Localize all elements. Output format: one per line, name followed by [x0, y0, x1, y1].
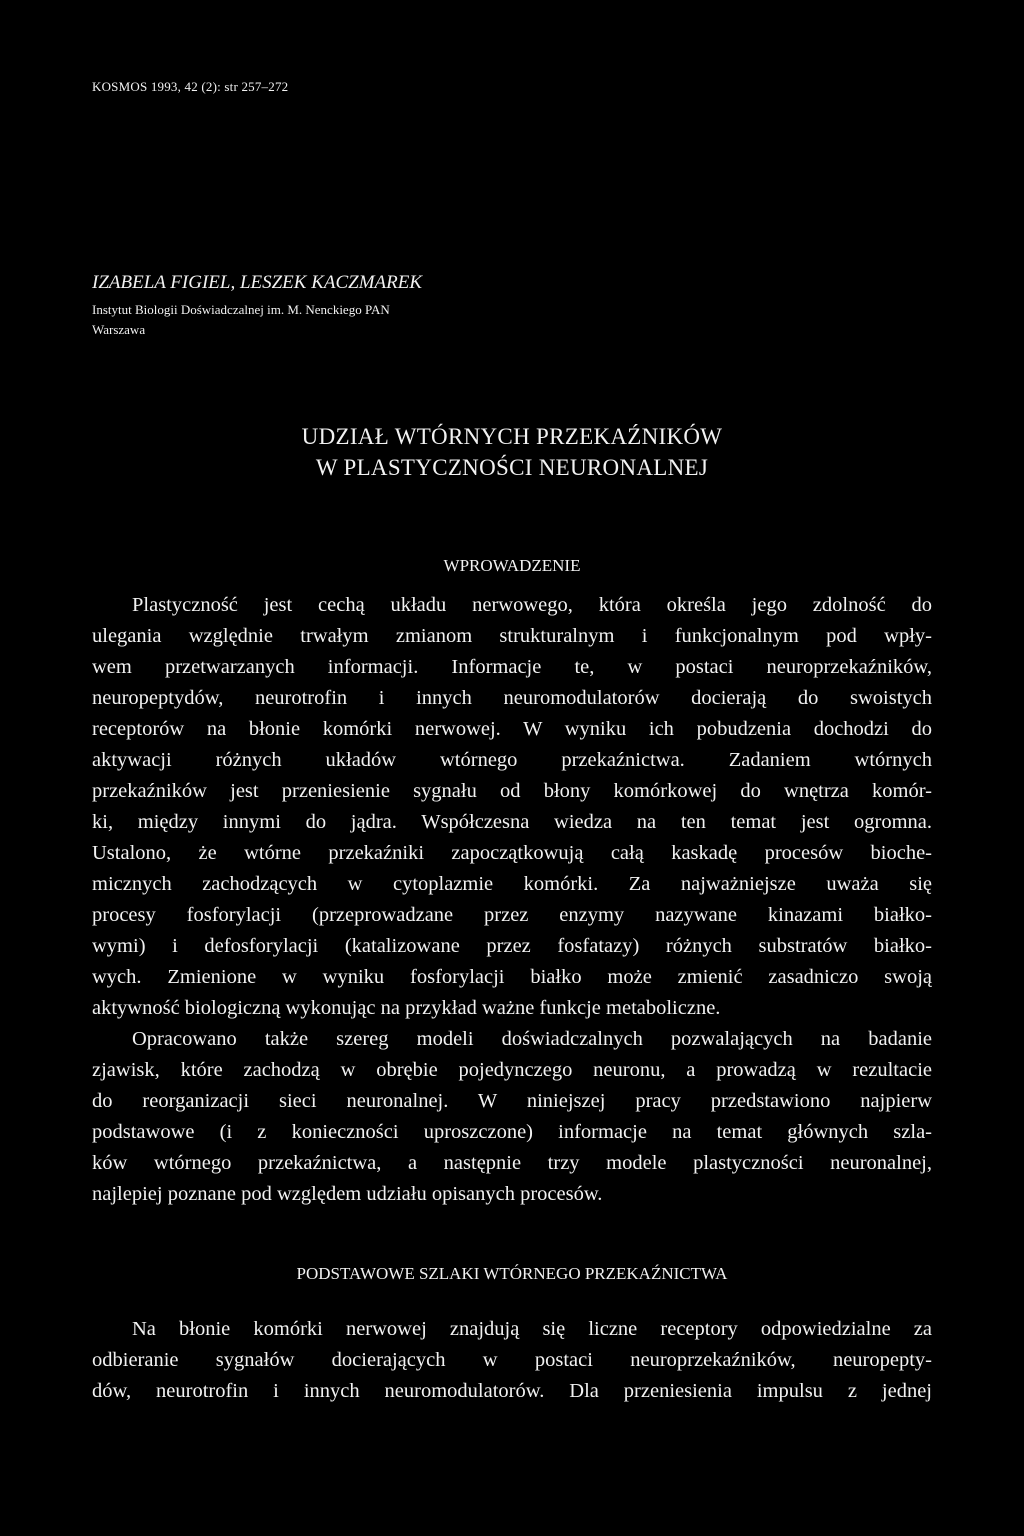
affiliation-institute: Instytut Biologii Doświadczalnej im. M. Nenckiego PAN	[92, 302, 390, 317]
text-line: przekaźników jest przeniesienie sygnału od błony komórkowej do wnętrza komór-	[92, 780, 932, 802]
section-heading-introduction: WPROWADZENIE	[443, 556, 581, 575]
text-line: wem przetwarzanych informacji. Informacje te, w postaci neuroprzekaźników,	[92, 656, 932, 678]
journal-reference: KOSMOS 1993, 42 (2): str 257–272	[92, 79, 289, 94]
text-line: neuropeptydów, neurotrofin i innych neuromodulatorów docierają do swoistych	[92, 687, 932, 709]
text-line: aktywność biologiczną wykonując na przykład ważne funkcje metaboliczne.	[92, 997, 721, 1019]
text-line: procesy fosforylacji (przeprowadzane przez enzymy nazywane kinazami białko-	[92, 904, 932, 926]
text-line: odbieranie sygnałów docierających w postaci neuroprzekaźników, neuropepty-	[92, 1349, 932, 1371]
text-line: receptorów na błonie komórki nerwowej. W wyniku ich pobudzenia dochodzi do	[92, 718, 932, 740]
text-line: Na błonie komórki nerwowej znajdują się liczne receptory odpowiedzialne za	[132, 1318, 932, 1340]
text-line: wych. Zmienione w wyniku fosforylacji białko może zmienić zasadniczo swoją	[92, 966, 932, 988]
text-line: aktywacji różnych układów wtórnego przekaźnictwa. Zadaniem wtórnych	[92, 749, 932, 771]
text-line: Plastyczność jest cechą układu nerwowego, która określa jego zdolność do	[132, 594, 932, 616]
text-line: micznych zachodzących w cytoplazmie komórki. Za najważniejsze uważa się	[92, 873, 932, 895]
text-line: do reorganizacji sieci neuronalnej. W niniejszej pracy przedstawiono najpierw	[92, 1090, 932, 1112]
section-heading-basic-pathways: PODSTAWOWE SZLAKI WTÓRNEGO PRZEKAŹNICTWA	[296, 1264, 728, 1283]
text-line: dów, neurotrofin i innych neuromodulatorów. Dla przeniesienia impulsu z jednej	[92, 1380, 932, 1402]
text-line: ków wtórnego przekaźnictwa, a następnie trzy modele plastyczności neuronalnej,	[92, 1152, 932, 1174]
text-line: podstawowe (i z konieczności uproszczone) informacje na temat głównych szla-	[92, 1121, 932, 1143]
text-line: Ustalono, że wtórne przekaźniki zapoczątkowują całą kaskadę procesów bioche-	[92, 842, 932, 864]
text-line: zjawisk, które zachodzą w obrębie pojedynczego neuronu, a prowadzą w rezultacie	[92, 1059, 932, 1081]
article-title-line-2: W PLASTYCZNOŚCI NEURONALNEJ	[315, 455, 709, 480]
article-title-line-1: UDZIAŁ WTÓRNYCH PRZEKAŹNIKÓW	[301, 424, 723, 449]
text-line: najlepiej poznane pod względem udziału opisanych procesów.	[92, 1183, 603, 1205]
affiliation-city: Warszawa	[92, 322, 146, 337]
authors: IZABELA FIGIEL, LESZEK KACZMAREK	[92, 272, 423, 293]
text-line: Opracowano także szereg modeli doświadczalnych pozwalających na badanie	[132, 1028, 932, 1050]
text-line: ki, między innymi do jądra. Współczesna wiedza na ten temat jest ogromna.	[92, 811, 932, 833]
text-line: ulegania względnie trwałym zmianom strukturalnym i funkcjonalnym pod wpły-	[92, 625, 932, 647]
text-line: wymi) i defosforylacji (katalizowane przez fosfatazy) różnych substratów białko-	[92, 935, 932, 957]
